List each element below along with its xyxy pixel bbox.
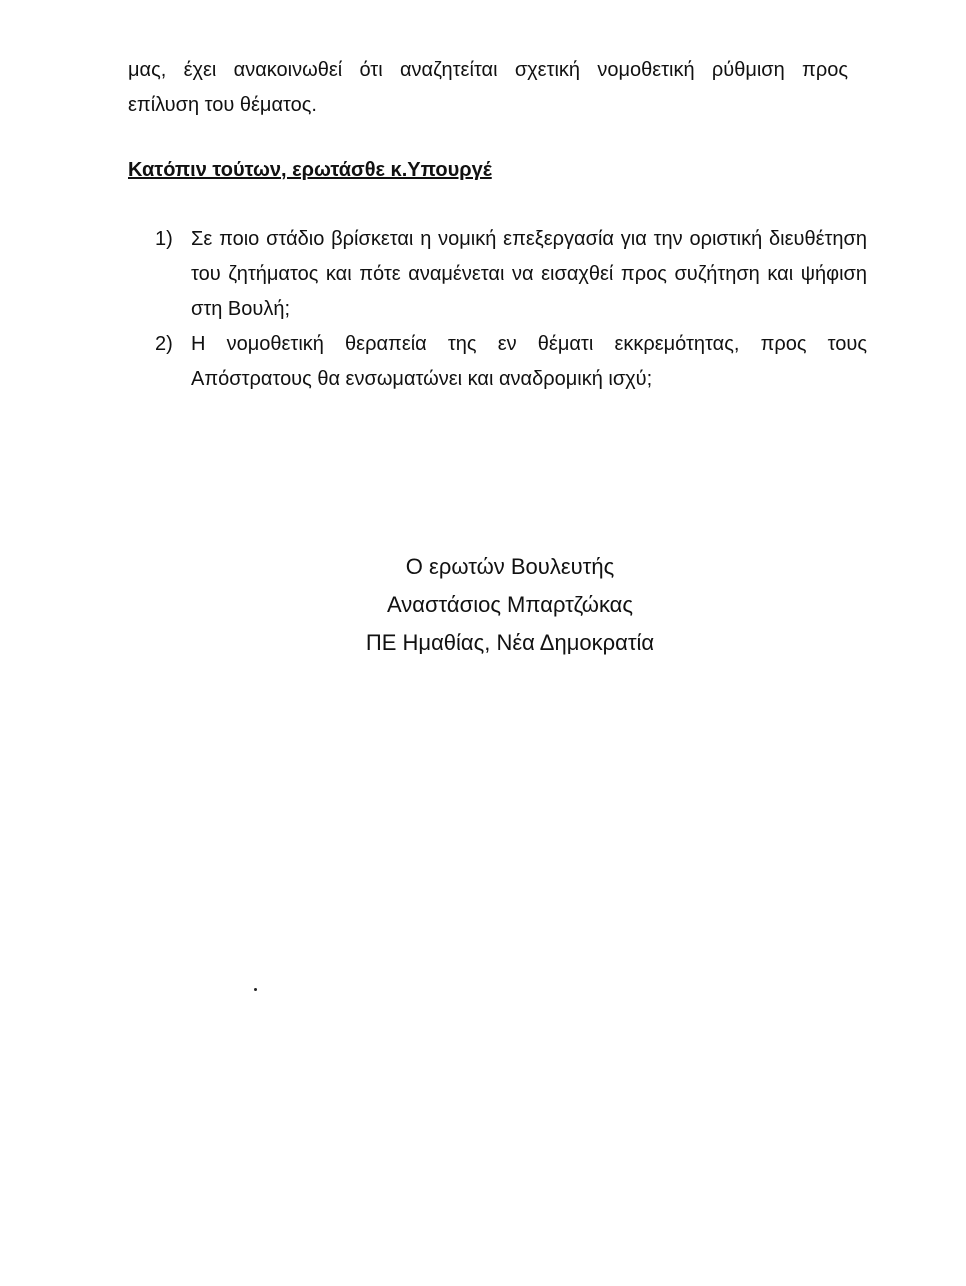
question-number: 2) [155, 333, 173, 355]
signature-block [300, 548, 720, 662]
signature-name: Αναστάσιος Μπαρτζώκας [386, 592, 634, 617]
intro-paragraph [128, 53, 848, 123]
question-item [155, 327, 867, 397]
question-item [155, 222, 867, 327]
signature-role: Ο ερωτών Βουλευτής [405, 554, 615, 579]
intro-line-2: επίλυση του θέματος. [128, 94, 317, 116]
question-text: Σε ποιο στάδιο βρίσκεται η νομική επεξεργασία για την οριστική διευθέτηση του ζητήματος και πότε αναμένεται να εισαχθεί προς συζήτηση και ψήφιση στη Βουλή; [191, 228, 867, 320]
questions-heading: Κατόπιν τούτων, ερωτάσθε κ.Υπουργέ [128, 159, 492, 181]
intro-line-1: μας, έχει ανακοινωθεί ότι αναζητείται σχετική νομοθετική ρύθμιση προς [128, 59, 848, 81]
signature-constituency: ΠΕ Ημαθίας, Νέα Δημοκρατία [365, 630, 655, 655]
question-text: Η νομοθετική θεραπεία της εν θέματι εκκρεμότητας, προς τους Απόστρατους θα ενσωματώνει και αναδρομική ισχύ; [191, 333, 867, 390]
questions-list [155, 222, 867, 397]
scan-speck [254, 988, 257, 991]
question-number: 1) [155, 228, 173, 250]
